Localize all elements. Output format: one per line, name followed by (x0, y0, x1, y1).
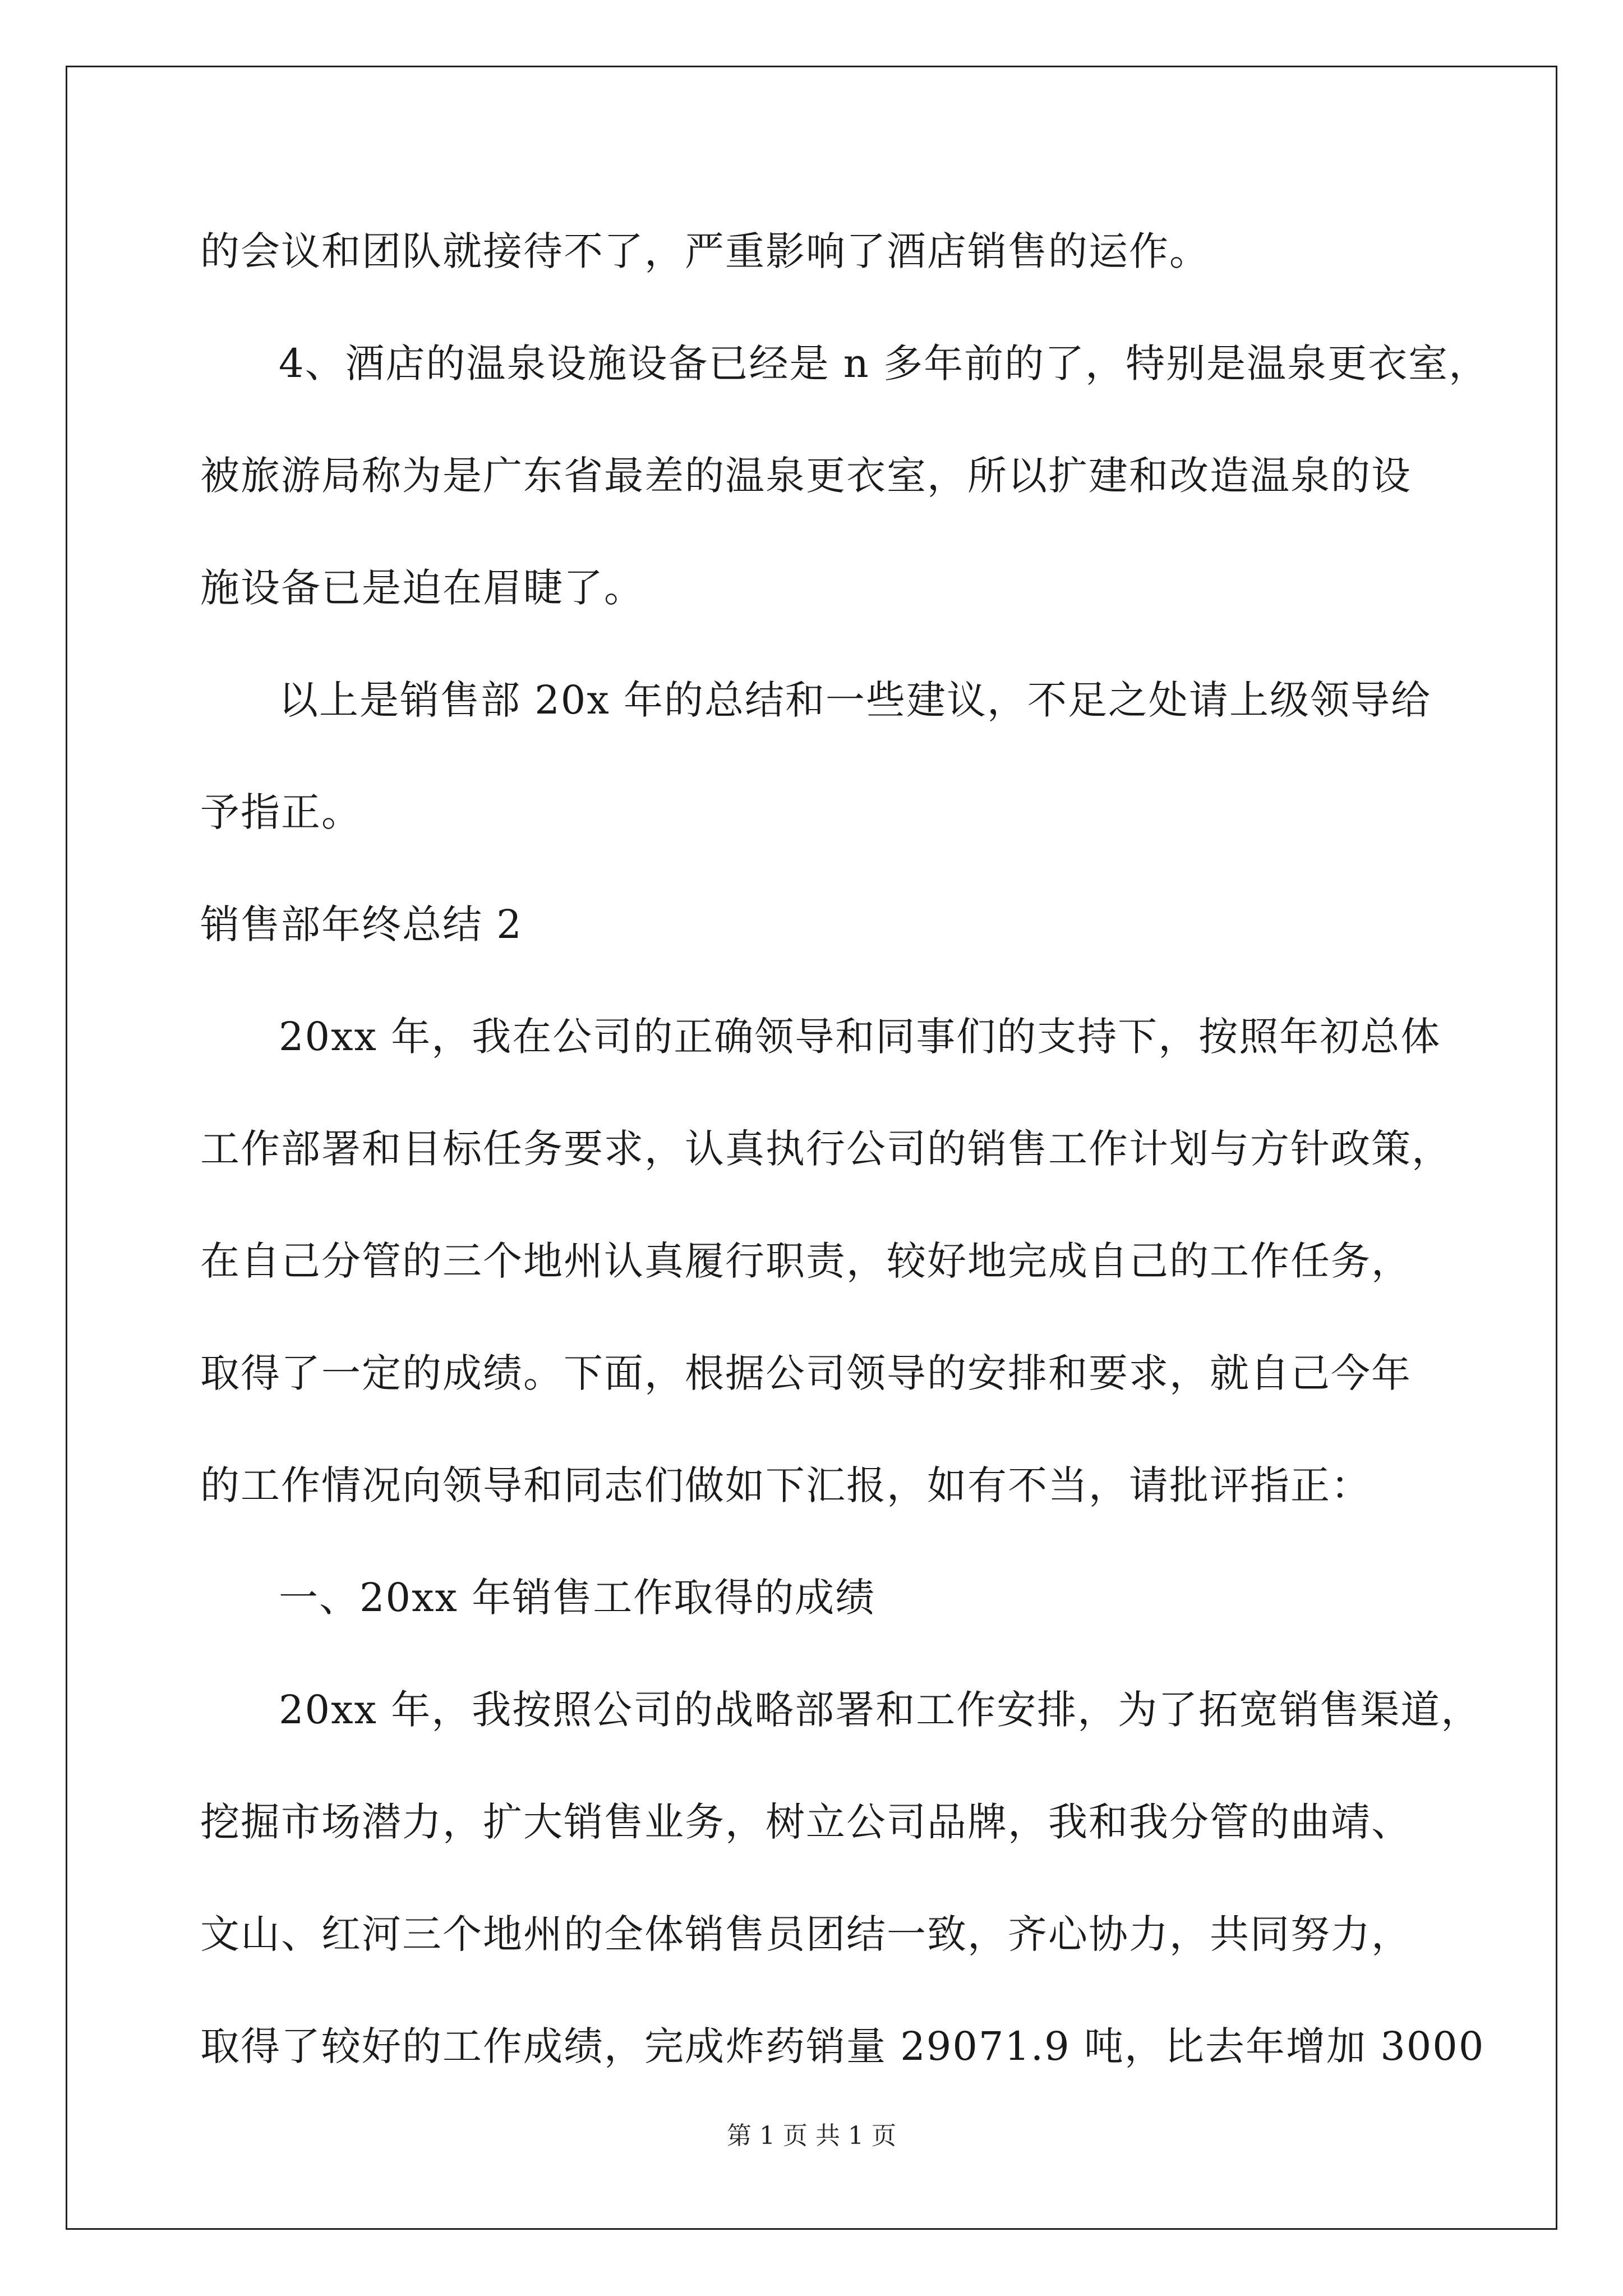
text-line: 施设备已是迫在眉睫了。 (200, 565, 644, 611)
text-line: 20xx 年，我在公司的正确领导和同事们的支持下，按照年初总体 (279, 1014, 1441, 1060)
text-line: 文山、红河三个地州的全体销售员团结一致，齐心协力，共同努力， (200, 1911, 1412, 1957)
text-line: 20xx 年，我按照公司的战略部署和工作安排，为了拓宽销售渠道， (279, 1687, 1482, 1733)
text-line: 以上是销售部 20x 年的总结和一些建议，不足之处请上级领导给 (279, 677, 1432, 723)
text-line: 的工作情况向领导和同志们做如下汇报，如有不当，请批评指正： (200, 1462, 1371, 1508)
text-line: 的会议和团队就接待不了，严重影响了酒店销售的运作。 (200, 228, 1210, 274)
section-heading: 销售部年终总结 2 (200, 901, 523, 947)
text-line: 在自己分管的三个地州认真履行职责，较好地完成自己的工作任务， (200, 1238, 1412, 1284)
text-line: 取得了一定的成绩。下面，根据公司领导的安排和要求，就自己今年 (200, 1350, 1412, 1396)
text-line: 挖掘市场潜力，扩大销售业务，树立公司品牌，我和我分管的曲靖、 (200, 1799, 1412, 1845)
text-line: 4、酒店的温泉设施设备已经是 n 多年前的了，特别是温泉更衣室， (279, 341, 1490, 386)
text-line: 取得了较好的工作成绩，完成炸药销量 29071.9 吨，比去年增加 3000 (200, 2023, 1485, 2069)
subsection-heading: 一、20xx 年销售工作取得的成绩 (279, 1575, 876, 1621)
text-line: 被旅游局称为是广东省最差的温泉更衣室，所以扩建和改造温泉的设 (200, 453, 1412, 499)
page-number-footer: 第 1 页 共 1 页 (727, 2122, 896, 2150)
document-body (200, 218, 1490, 2125)
text-line: 予指正。 (200, 789, 362, 835)
text-line: 工作部署和目标任务要求，认真执行公司的销售工作计划与方针政策， (200, 1126, 1452, 1172)
